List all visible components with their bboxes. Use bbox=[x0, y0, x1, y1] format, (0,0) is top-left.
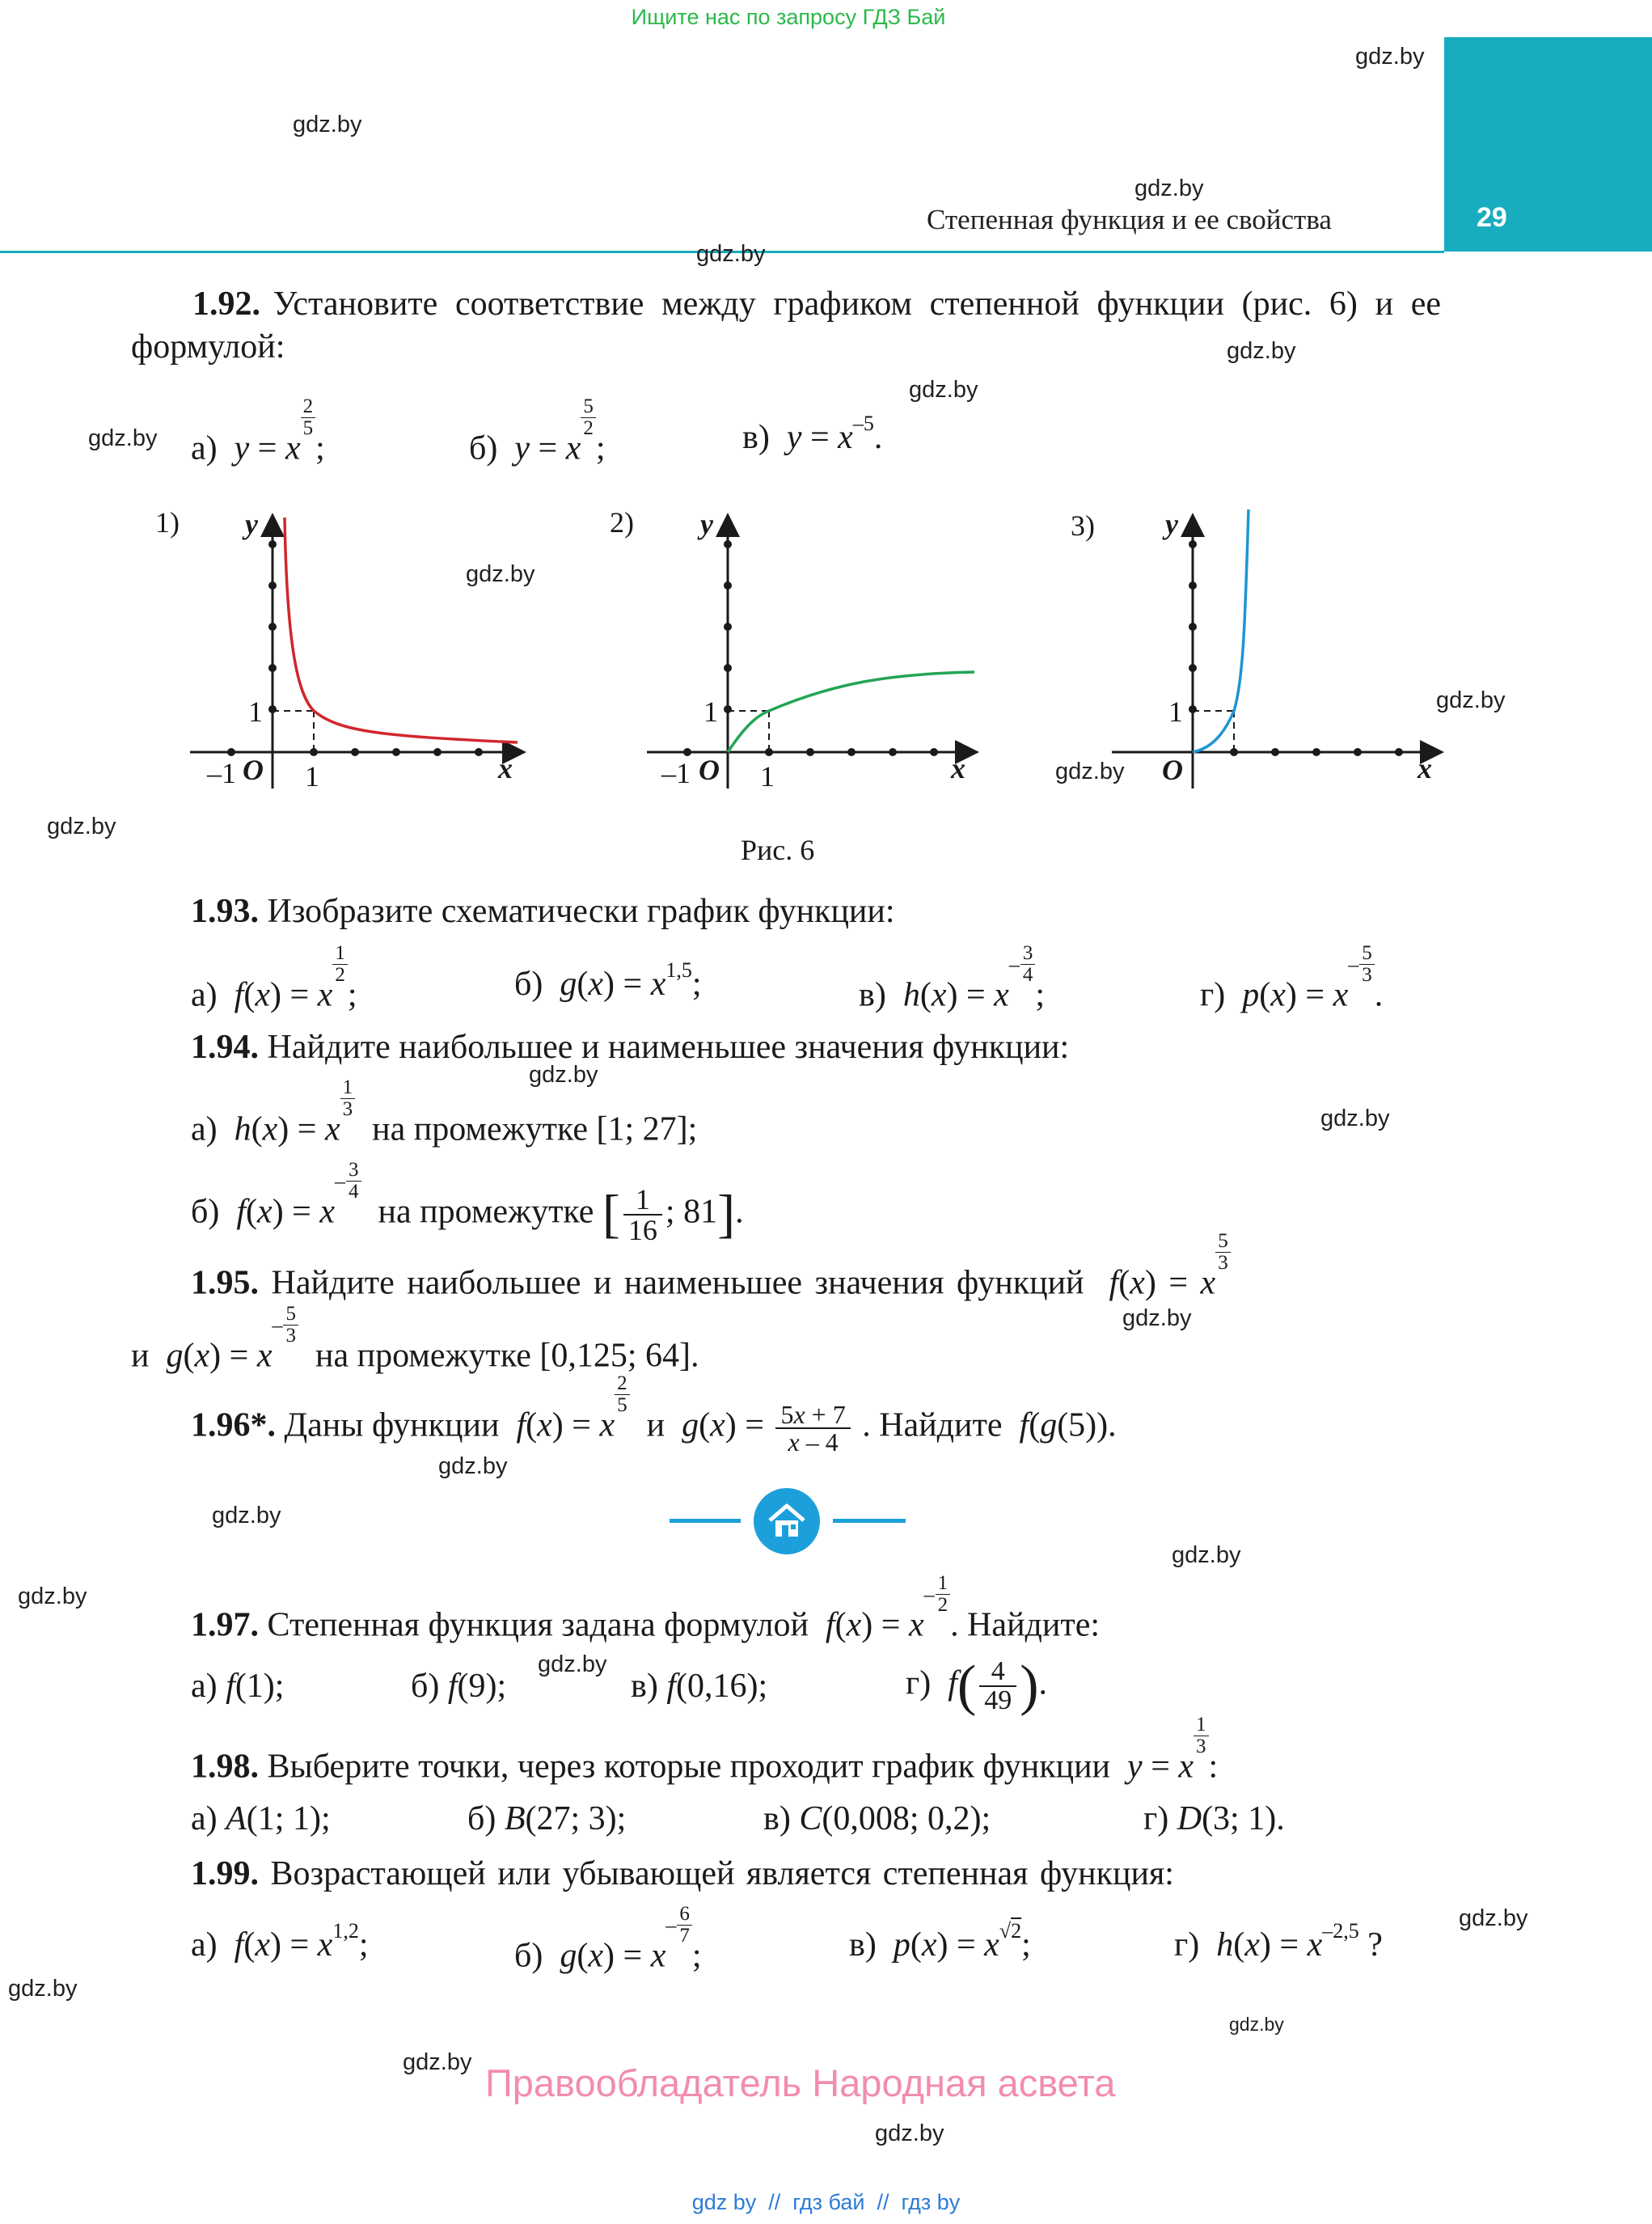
watermark: gdz.by bbox=[88, 425, 158, 451]
problem-1-96: 1.96*. Даны функции f(x) = x $\frac{2}{5}$ и g(x) = $\frac{5x + 7}{x - 4}$ . Найдите f(g(5)). bbox=[191, 1372, 1117, 1457]
graph-2 bbox=[610, 506, 974, 793]
problem-number: 1.95. bbox=[191, 1264, 259, 1302]
x-tick-1: 1 bbox=[760, 760, 775, 793]
graph-label-3: 3) bbox=[1071, 509, 1095, 542]
origin-label: O bbox=[1162, 754, 1183, 786]
problem-text: Возрастающей или убывающей является степенная функция: bbox=[270, 1855, 1174, 1892]
watermark: gdz.by bbox=[1122, 1305, 1192, 1331]
problem-1-95: 1.95. Найдите наибольшее и наименьшее значения функций f(x) = x $\frac{5}{3}$ bbox=[191, 1255, 1231, 1300]
y-tick-1: 1 bbox=[1168, 696, 1183, 728]
section-title: Степенная функция и ее свойства bbox=[927, 204, 1332, 235]
figure-6 bbox=[0, 485, 1652, 825]
formula-1-97-c: в) f(0,16); bbox=[631, 1668, 768, 1705]
separator-left bbox=[670, 1519, 741, 1523]
formula-1-93-a: а) f(x) = x $\frac{1}{2}$ ; bbox=[191, 942, 357, 1014]
problem-number: 1.97. bbox=[191, 1606, 259, 1644]
watermark: gdz.by bbox=[1227, 338, 1296, 364]
graph-label-1: 1) bbox=[155, 506, 180, 539]
origin-label: O bbox=[699, 754, 720, 786]
watermark: gdz.by bbox=[212, 1503, 281, 1528]
formula-1-99-a: а) $f(x) = x^{1,2}$; bbox=[191, 1919, 369, 1964]
y-axis-label: y bbox=[1165, 508, 1178, 540]
formula-1-92-c: в) $y = x^{-5}$. bbox=[742, 412, 883, 456]
graph-1 bbox=[155, 506, 522, 793]
formula-1-98-b: б) B(27; 3); bbox=[467, 1800, 627, 1837]
formula-1-92-b: б) y = x $\frac{5}{2}$ ; bbox=[469, 395, 606, 467]
problem-text: Даны функции bbox=[284, 1406, 500, 1444]
formula-1-98-c: в) C(0,008; 0,2); bbox=[763, 1800, 991, 1837]
watermark: gdz.by bbox=[293, 112, 362, 137]
y-axis-label: y bbox=[245, 508, 258, 540]
problem-number: 1.99. bbox=[191, 1855, 259, 1892]
formula-1-94-b: б) f(x) = x– $\frac{3}{4}$ на промежутке [ $\frac{1}{16}$ ; 81]. bbox=[191, 1159, 744, 1246]
formula-1-99-c: в) $p(x) = x^{√2}$; bbox=[849, 1919, 1031, 1964]
origin-label: O bbox=[243, 754, 264, 786]
watermark: gdz.by bbox=[696, 241, 766, 267]
formula-1-93-b: б) $g(x) = x^{1,5}$; bbox=[514, 958, 702, 1003]
problem-text: Изобразите схематически график функции: bbox=[267, 893, 895, 930]
copyright-notice: Правообладатель Народная асвета bbox=[485, 2061, 1116, 2104]
watermark: gdz.by bbox=[1055, 759, 1125, 784]
problem-1-93 bbox=[191, 894, 895, 928]
watermark: gdz.by bbox=[466, 561, 535, 587]
watermark: gdz.by bbox=[1229, 2014, 1284, 2035]
watermark: gdz.by bbox=[403, 2049, 472, 2075]
x-axis-label: x bbox=[498, 752, 513, 784]
problem-text: Установите соответствие между графиком степенной функции (рис. 6) и ее формулой: bbox=[131, 285, 1441, 366]
watermark: gdz.by bbox=[529, 1062, 598, 1088]
formula-1-98-a: а) A(1; 1); bbox=[191, 1800, 331, 1837]
formula-1-97-d: г) f( $\frac{4}{49}$ ). bbox=[906, 1655, 1048, 1717]
watermark: gdz.by bbox=[909, 377, 978, 403]
graph-label-2: 2) bbox=[610, 506, 634, 539]
problem-1-99 bbox=[191, 1857, 1174, 1891]
graph-3 bbox=[1071, 508, 1439, 789]
option-label: б) bbox=[469, 429, 498, 467]
watermark: gdz.by bbox=[1134, 175, 1204, 201]
x-tick-1: 1 bbox=[305, 760, 319, 793]
watermark: gdz.by bbox=[18, 1583, 87, 1609]
problem-1-98: 1.98. Выберите точки, через которые проходит график функции y = x $\frac{1}{3}$ : bbox=[191, 1714, 1219, 1786]
formula-1-99-b: б) g(x) = x– $\frac{6}{7}$ ; bbox=[514, 1903, 702, 1975]
formula-1-97-b: б) f(9); bbox=[411, 1668, 507, 1705]
formula-1-97-a: а) f(1); bbox=[191, 1668, 285, 1705]
formula-1-93-c: в) h(x) = x– $\frac{3}{4}$ ; bbox=[859, 942, 1045, 1014]
problem-number: 1.93. bbox=[191, 893, 259, 930]
watermark: gdz.by bbox=[1436, 687, 1506, 713]
home-icon bbox=[754, 1488, 820, 1554]
x-axis-label: x bbox=[951, 752, 965, 784]
watermark: gdz.by bbox=[8, 1976, 78, 2002]
watermark: gdz.by bbox=[875, 2120, 944, 2146]
top-banner[interactable]: Ищите нас по запросу ГДЗ Бай bbox=[631, 5, 946, 29]
watermark: gdz.by bbox=[47, 814, 116, 839]
problem-number: 1.94. bbox=[191, 1029, 259, 1066]
watermark: gdz.by bbox=[1355, 44, 1425, 70]
problem-text: Найдите наибольшее и наименьшее значения функций bbox=[271, 1264, 1084, 1302]
problem-text: Выберите точки, через которые проходит график функции bbox=[267, 1748, 1111, 1786]
x-tick-minus-1: –1 bbox=[207, 757, 236, 789]
watermark: gdz.by bbox=[1459, 1905, 1528, 1931]
problem-text: Степенная функция задана формулой bbox=[267, 1606, 809, 1644]
formula-1-92-a: а) y = x $\frac{2}{5}$ ; bbox=[191, 395, 325, 467]
watermark: gdz.by bbox=[1320, 1106, 1390, 1131]
footer-links[interactable]: gdz by // гдз бай // гдз by bbox=[691, 2190, 961, 2214]
problem-number: 1.98. bbox=[191, 1748, 259, 1786]
figure-caption: Рис. 6 bbox=[741, 834, 815, 866]
problem-1-92 bbox=[131, 283, 1441, 369]
problem-1-95-line2: и g(x) = x– $\frac{5}{3}$ на промежутке [0,125; 64]. bbox=[131, 1303, 699, 1375]
formula-1-94-a: а) h(x) = x $\frac{1}{3}$ на промежутке [1; 27]; bbox=[191, 1076, 698, 1148]
formula-1-98-d: г) D(3; 1). bbox=[1143, 1800, 1285, 1837]
x-tick-minus-1: –1 bbox=[661, 757, 691, 789]
separator-right bbox=[833, 1519, 906, 1523]
x-axis-label: x bbox=[1418, 752, 1432, 784]
watermark: gdz.by bbox=[1172, 1542, 1241, 1568]
page-number-block bbox=[1444, 37, 1652, 252]
option-label: в) bbox=[742, 419, 770, 456]
page-number: 29 bbox=[1477, 202, 1507, 233]
problem-1-97: 1.97. Степенная функция задана формулой f(x) = x– $\frac{1}{2}$ . Найдите: bbox=[191, 1572, 1101, 1644]
problem-text: Найдите наибольшее и наименьшее значения функции: bbox=[267, 1029, 1070, 1066]
problem-number: 1.92. bbox=[192, 285, 260, 323]
y-tick-1: 1 bbox=[703, 696, 718, 728]
y-tick-1: 1 bbox=[248, 696, 263, 728]
formula-1-99-d: г) $h(x) = x^{-2,5}$ ? bbox=[1174, 1919, 1383, 1964]
problem-number: 1.96*. bbox=[191, 1406, 276, 1444]
y-axis-label: y bbox=[700, 508, 713, 540]
problem-1-94 bbox=[191, 1030, 1069, 1064]
option-label: а) bbox=[191, 429, 218, 467]
watermark: gdz.by bbox=[538, 1651, 607, 1677]
watermark: gdz.by bbox=[438, 1453, 508, 1479]
formula-1-93-d: г) p(x) = x– $\frac{5}{3}$ . bbox=[1200, 942, 1384, 1014]
